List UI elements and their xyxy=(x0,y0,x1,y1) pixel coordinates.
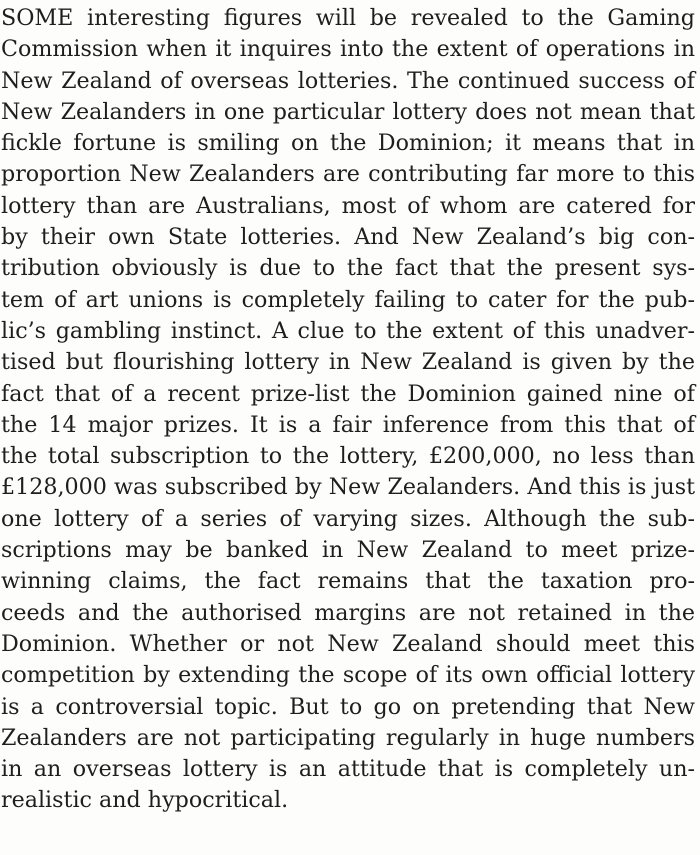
article-line: realistic and hypocritical. xyxy=(1,787,289,814)
article-line: the total subscription to the lottery, £200,000, no less than xyxy=(1,443,695,470)
article-line: tribution obviously is due to the fact that the present sys- xyxy=(1,255,695,282)
article-line: competition by extending the scope of its own official lottery xyxy=(1,662,695,689)
article-line: fickle fortune is smiling on the Dominion; it means that in xyxy=(1,130,695,157)
article-line: New Zealand of overseas lotteries. The continued success of xyxy=(1,67,695,94)
article-line: is a controversial topic. But to go on pretending that New xyxy=(1,693,695,720)
article-line: ceeds and the authorised margins are not retained in the xyxy=(1,599,695,626)
article-line: proportion New Zealanders are contributing far more to this xyxy=(1,161,695,188)
article-line: in an overseas lottery is an attitude that is completely un- xyxy=(1,756,695,783)
article-line: New Zealanders in one particular lottery does not mean that xyxy=(1,98,695,125)
article-line: £128,000 was subscribed by New Zealanders. And this is just xyxy=(1,474,695,501)
article-line: tised but flourishing lottery in New Zealand is given by the xyxy=(1,349,695,376)
article-line: Zealanders are not participating regularly in huge numbers xyxy=(1,724,695,751)
article-line: winning claims, the fact remains that the taxation pro- xyxy=(1,568,695,595)
article-line: Commission when it inquires into the extent of operations in xyxy=(1,36,695,63)
article-line: by their own State lotteries. And New Zealand’s big con- xyxy=(1,224,695,251)
article-line: fact that of a recent prize-list the Dominion gained nine of xyxy=(1,380,695,407)
article-line: scriptions may be banked in New Zealand to meet prize- xyxy=(1,537,695,564)
article-line: Dominion. Whether or not New Zealand should meet this xyxy=(1,630,695,657)
article-line: SOME interesting figures will be revealed to the Gaming xyxy=(1,5,695,31)
article-line: lottery than are Australians, most of whom are catered for xyxy=(1,192,695,219)
article-line: tem of art unions is completely failing to cater for the pub- xyxy=(1,286,695,313)
article-line: one lottery of a series of varying sizes. Although the sub- xyxy=(1,505,695,532)
article-line: the 14 major prizes. It is a fair inference from this that of xyxy=(1,411,695,438)
article-line: lic’s gambling instinct. A clue to the extent of this unadver- xyxy=(1,317,695,344)
editorial-article xyxy=(1,3,695,817)
